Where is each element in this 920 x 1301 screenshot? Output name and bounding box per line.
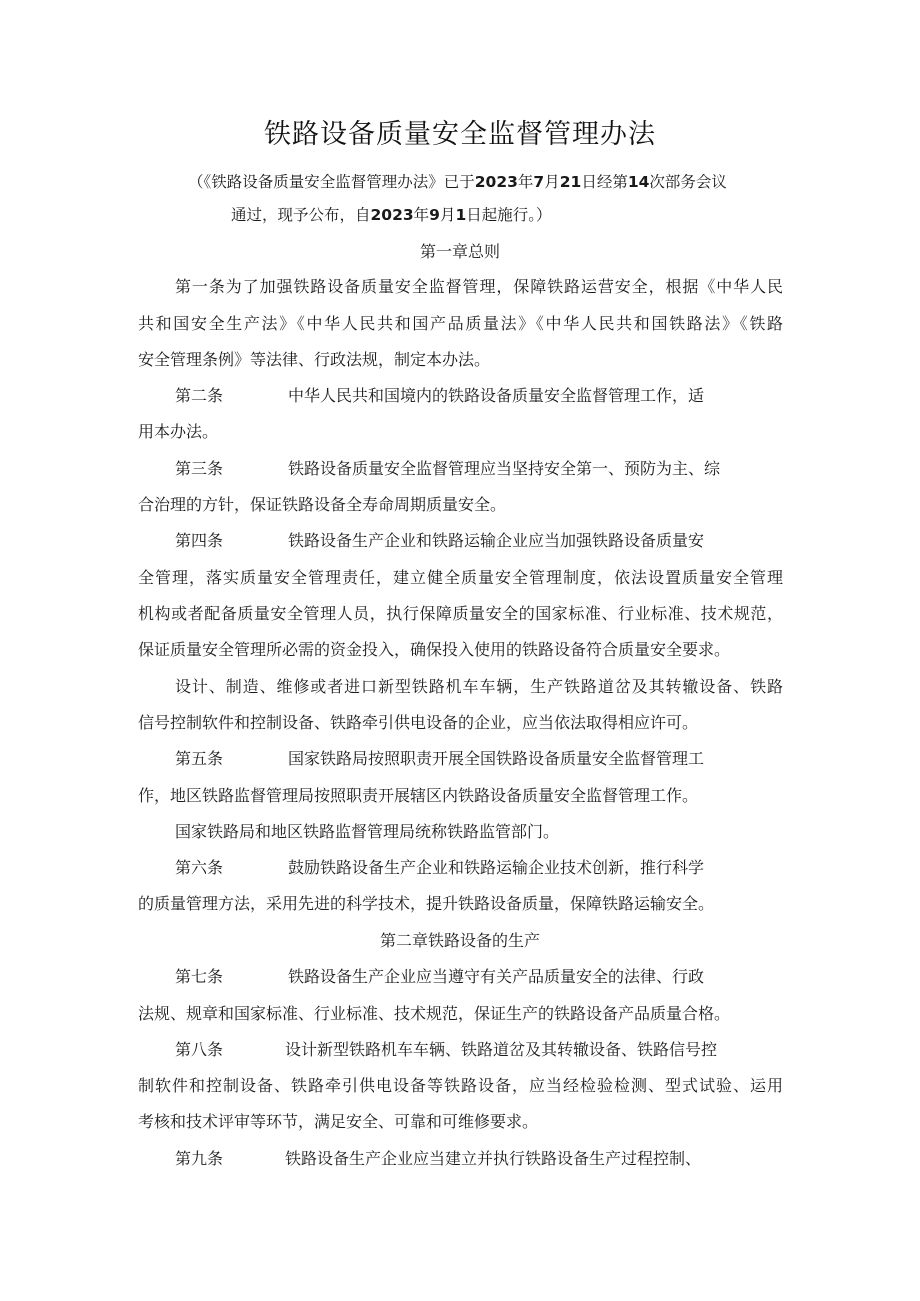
chapter-heading-2: 第二章铁路设备的生产 [379,931,540,950]
note-text: 月 [439,206,456,224]
article-9-line-1: 铁路设备生产企业应当建立并执行铁路设备生产过程控制、 [285,1149,702,1168]
article-7-line-2: 法规、规章和国家标准、行业标准、技术规范，保证生产的铁路设备产品质量合格。 [138,1004,731,1023]
article-2-line-2: 用本办法。 [138,422,219,441]
article-7-label: 第七条 [175,967,224,986]
note-text: 年 [517,173,534,191]
article-5-line-2: 作，地区铁路监督管理局按照职责开展辖区内铁路设备质量安全监督管理工作。 [138,786,699,805]
promulgation-note-line-1 [188,172,727,192]
article-3-line-1: 铁路设备质量安全监督管理应当坚持安全第一、预防为主、综 [288,459,721,478]
chapter-heading-1: 第一章总则 [419,242,500,261]
note-year: 2023 [474,173,518,191]
article-8-line-1: 设计新型铁路机车车辆、铁路道岔及其转辙设备、铁路信号控 [285,1040,718,1059]
article-1-line-2: 共和国安全生产法》《中华人民共和国产品质量法》《中华人民共和国铁路法》《铁路 [138,314,783,333]
article-6-line-2: 的质量管理方法，采用先进的科学技术，提升铁路设备质量，保障铁路运输安全。 [138,894,715,913]
note-day: 21 [559,173,582,191]
article-4-line-1: 铁路设备生产企业和铁路运输企业应当加强铁路设备质量安 [288,531,705,550]
article-2-line-1: 中华人民共和国境内的铁路设备质量安全监督管理工作，适 [288,386,705,405]
article-9-label: 第九条 [175,1149,224,1168]
article-1-line-3: 安全管理条例》等法律、行政法规，制定本办法。 [138,350,491,369]
article-1-line-1: 第一条为了加强铁路设备质量安全监督管理，保障铁路运营安全，根据《中华人民 [175,277,783,296]
note-text: 年 [413,206,430,224]
note-year: 2023 [370,206,414,224]
note-month: 7 [533,173,545,191]
article-4-line-2: 全管理，落实质量安全管理责任，建立健全质量安全管理制度，依法设置质量安全管理 [138,568,783,587]
article-4-para-2-line-2: 信号控制软件和控制设备、铁路牵引供电设备的企业，应当依法取得相应许可。 [138,713,699,732]
article-3-line-2: 合治理的方针，保证铁路设备全寿命周期质量安全。 [138,495,507,514]
note-text: 日经第 [581,173,628,191]
article-5-line-1: 国家铁路局按照职责开展全国铁路设备质量安全监督管理工 [288,749,705,768]
note-text: 日起施行。） [466,206,552,224]
promulgation-note-line-2 [231,205,552,225]
article-4-line-4: 保证质量安全管理所必需的资金投入，确保投入使用的铁路设备符合质量安全要求。 [138,640,731,659]
article-8-line-2: 制软件和控制设备、铁路牵引供电设备等铁路设备，应当经检验检测、型式试验、运用 [138,1076,783,1095]
article-5-para-2: 国家铁路局和地区铁路监督管理局统称铁路监管部门。 [175,822,560,841]
note-text: 月 [544,173,560,191]
article-2-label: 第二条 [175,386,224,405]
note-text: （《铁路设备质量安全监督管理办法》已于 [188,173,475,191]
article-4-para-2-line-1: 设计、制造、维修或者进口新型铁路机车车辆，生产铁路道岔及其转辙设备、铁路 [175,677,783,696]
document-title: 铁路设备质量安全监督管理办法 [264,119,656,150]
article-5-label: 第五条 [175,749,224,768]
article-4-label: 第四条 [175,531,224,550]
article-6-label: 第六条 [175,858,224,877]
article-8-line-3: 考核和技术评审等环节，满足安全、可靠和可维修要求。 [138,1112,539,1131]
note-session-number: 14 [627,173,650,191]
article-7-line-1: 铁路设备生产企业应当遵守有关产品质量安全的法律、行政 [288,967,705,986]
article-4-line-3: 机构或者配备质量安全管理人员，执行保障质量安全的国家标准、行业标准、技术规范， [138,604,783,623]
note-month: 9 [429,206,440,224]
note-day: 1 [455,206,467,224]
article-6-line-1: 鼓励铁路设备生产企业和铁路运输企业技术创新，推行科学 [288,858,705,877]
note-text: 次部务会议 [649,173,727,191]
article-3-label: 第三条 [175,459,224,478]
note-text: 通过，现予公布，自 [231,206,371,224]
article-8-label: 第八条 [175,1040,224,1059]
